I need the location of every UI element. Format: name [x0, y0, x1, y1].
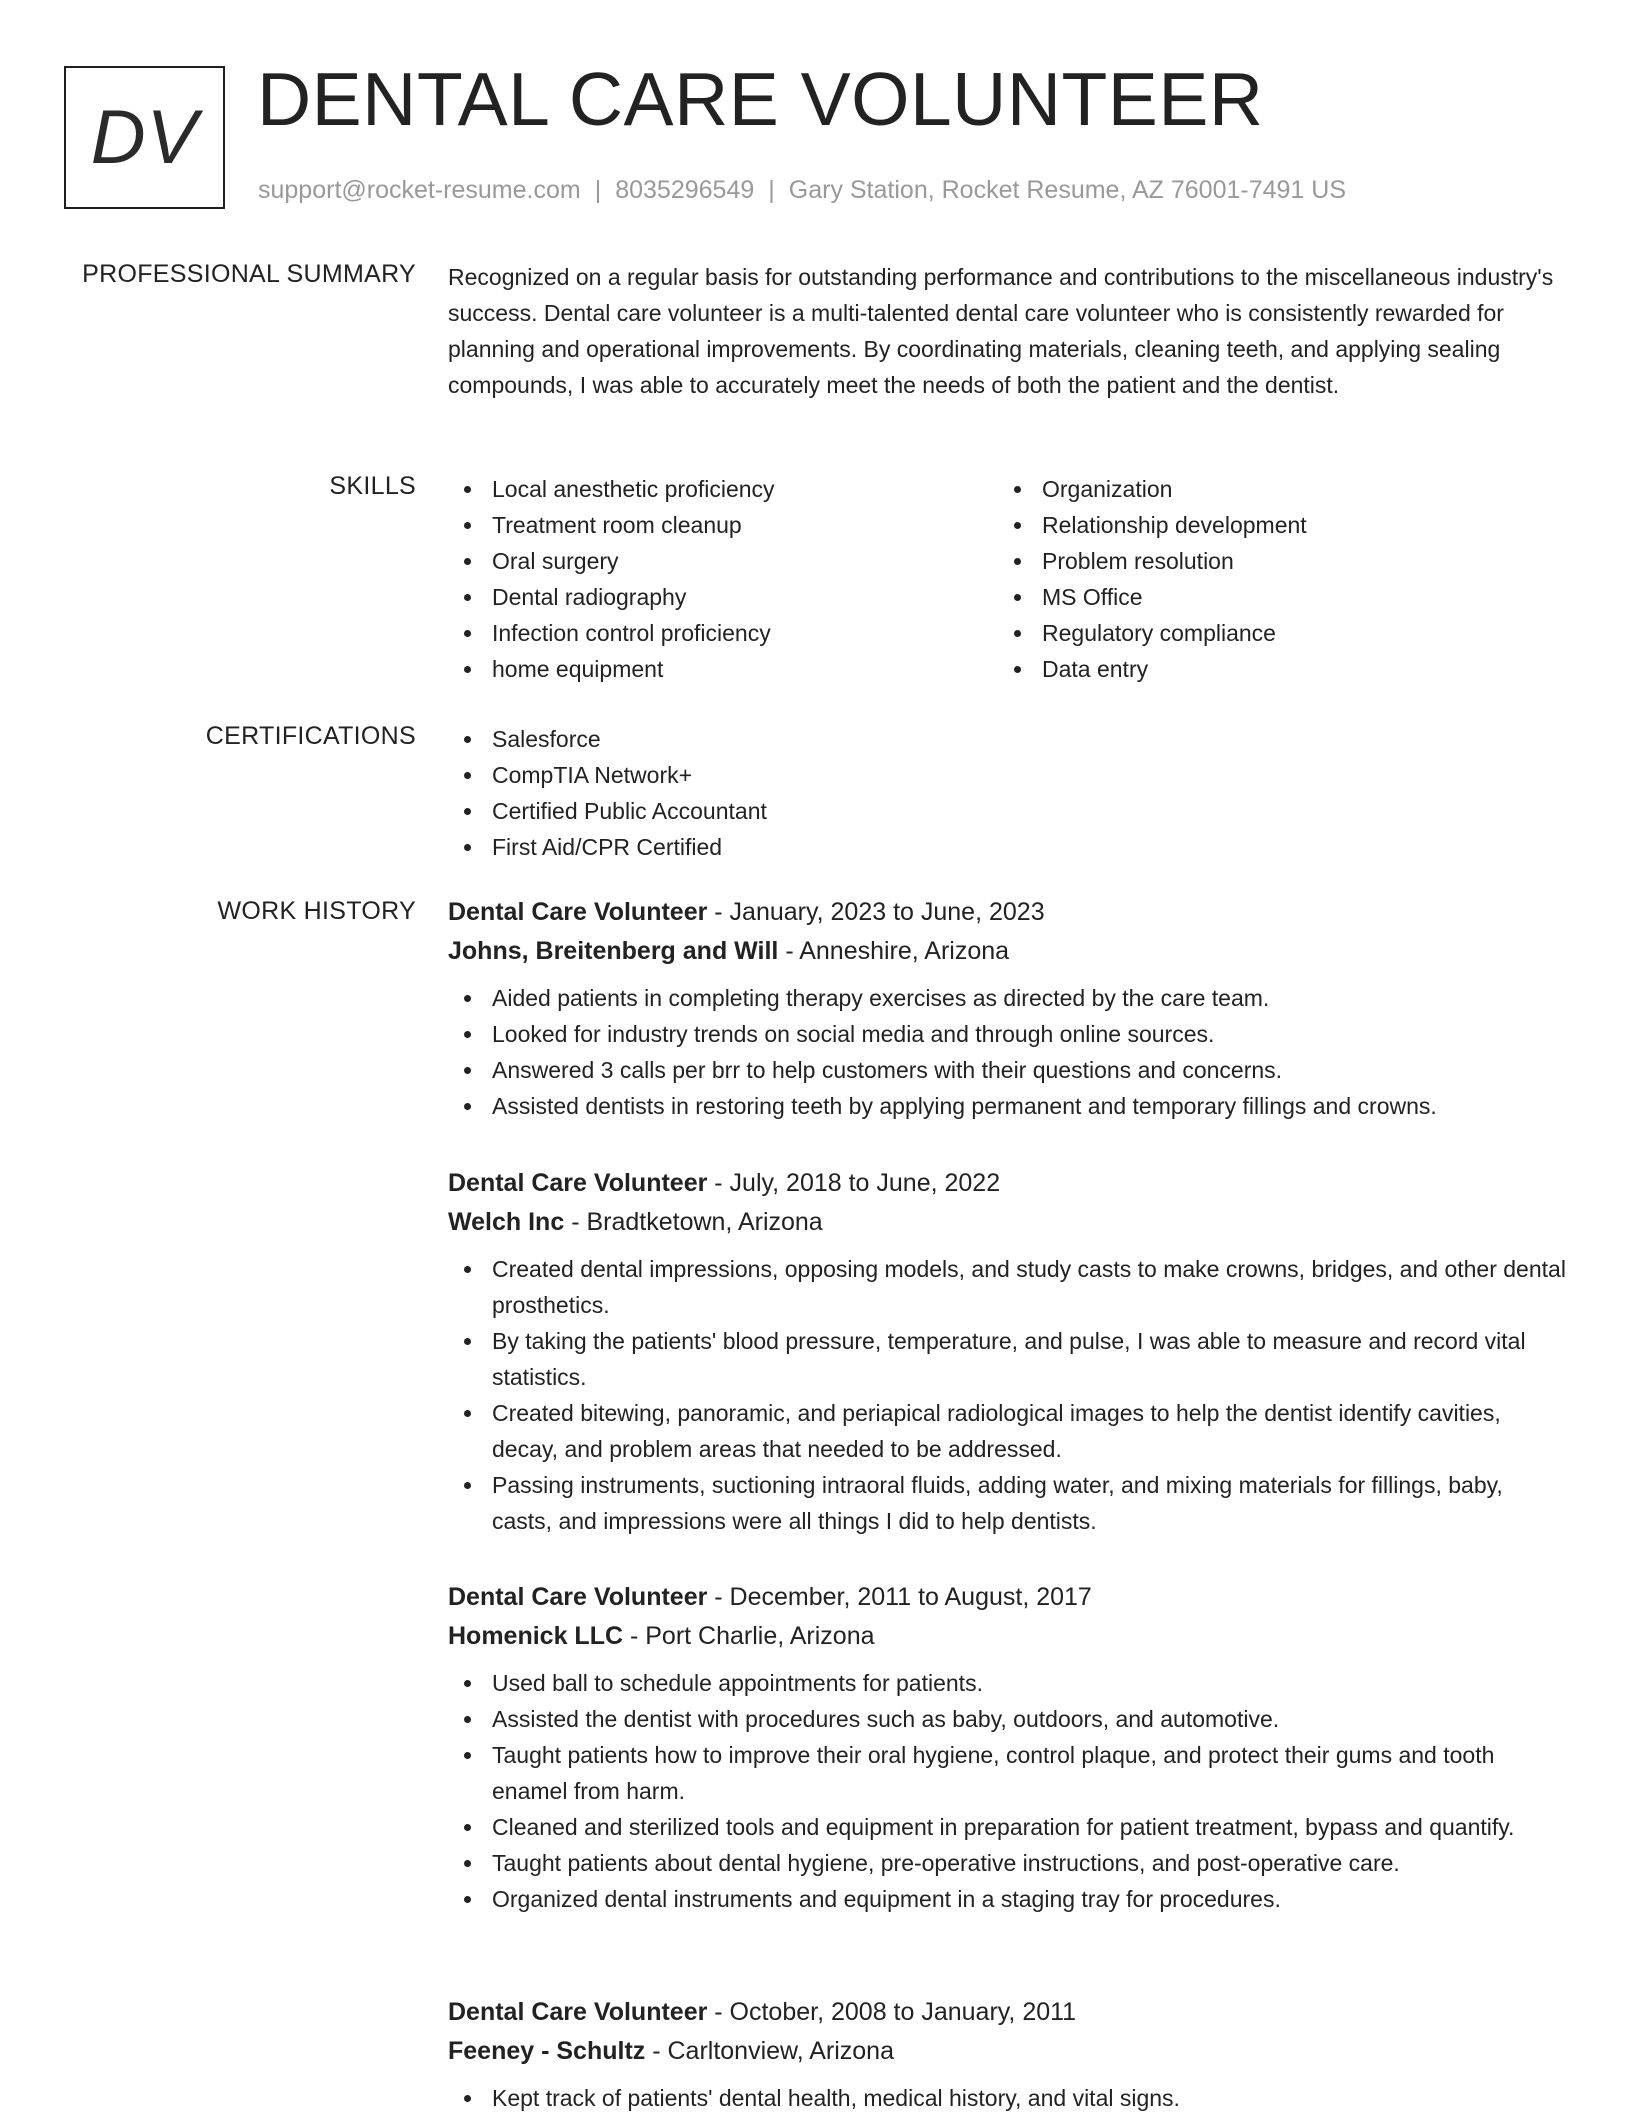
- list-item: Created dental impressions, opposing models, and study casts to make crowns, bridges, and other dental prosthetics.: [448, 1251, 1568, 1323]
- job-title-line: [448, 892, 1568, 932]
- list-item: By taking the patients' blood pressure, temperature, and pulse, I was able to measure and record vital statistics.: [448, 1323, 1568, 1395]
- list-item: Assisted dentists in restoring teeth by applying permanent and temporary fillings and crowns.: [448, 1088, 1568, 1124]
- list-item: Relationship development: [998, 507, 1548, 543]
- list-item: Oral surgery: [448, 543, 998, 579]
- monogram-badge: DV: [64, 66, 225, 209]
- list-item: Taught patients how to improve their oral hygiene, control plaque, and protect their gums and tooth enamel from harm.: [448, 1737, 1568, 1809]
- list-item: Created bitewing, panoramic, and periapical radiological images to help the dentist identify cavities, decay, and problem areas that needed to be addressed.: [448, 1395, 1568, 1467]
- list-item: Kept track of patients' dental health, medical history, and vital signs.: [448, 2080, 1568, 2112]
- job-entry: [448, 1163, 1568, 1539]
- list-item: Answered 3 calls per brr to help customers with their questions and concerns.: [448, 1052, 1568, 1088]
- job-company-line: [448, 1203, 1568, 1241]
- list-item: Assisted the dentist with procedures such as baby, outdoors, and automotive.: [448, 1701, 1568, 1737]
- list-item: MS Office: [998, 579, 1548, 615]
- list-item: Aided patients in completing therapy exercises as directed by the care team.: [448, 980, 1568, 1016]
- skills-list-right: [998, 471, 1548, 687]
- contact-line: [258, 176, 1346, 205]
- job-entry: [448, 1577, 1568, 1917]
- job-dates: - July, 2018 to June, 2022: [707, 1169, 1001, 1197]
- job-dates: - December, 2011 to August, 2017: [707, 1583, 1092, 1611]
- job-company: Welch Inc: [448, 1208, 565, 1236]
- list-item: Regulatory compliance: [998, 615, 1548, 651]
- job-bullets: [448, 1665, 1568, 1917]
- list-item: Cleaned and sterilized tools and equipment in preparation for patient treatment, bypass and quantify.: [448, 1809, 1568, 1845]
- job-location: - Carltonview, Arizona: [645, 2037, 894, 2065]
- contact-separator: |: [594, 176, 602, 204]
- list-item: Organized dental instruments and equipment in a staging tray for procedures.: [448, 1881, 1568, 1917]
- list-item: Used ball to schedule appointments for patients.: [448, 1665, 1568, 1701]
- list-item: Infection control proficiency: [448, 615, 998, 651]
- list-item: home equipment: [448, 651, 998, 687]
- summary-text: Recognized on a regular basis for outstanding performance and contributions to the miscellaneous industry's success. Dental care volunteer is a multi-talented dental care volunteer who is consistently rewarded for planning and operational improvements. By coordinating materials, cleaning teeth, and applying sealing compounds, I was able to accurately meet the needs of both the patient and the dentist.: [448, 264, 1554, 398]
- job-entry: [448, 1992, 1568, 2112]
- list-item: Organization: [998, 471, 1548, 507]
- job-company-line: [448, 1617, 1568, 1655]
- job-bullets: [448, 2080, 1568, 2112]
- summary-heading: PROFESSIONAL SUMMARY: [82, 260, 416, 288]
- job-dates: - October, 2008 to January, 2011: [707, 1998, 1077, 2026]
- certifications-heading: CERTIFICATIONS: [205, 722, 416, 750]
- job-location: - Anneshire, Arizona: [778, 937, 1010, 965]
- job-bullets: [448, 980, 1568, 1124]
- job-dates: - January, 2023 to June, 2023: [707, 898, 1045, 926]
- job-bullets: [448, 1251, 1568, 1539]
- job-company-line: [448, 932, 1568, 970]
- contact-phone[interactable]: 8035296549: [615, 176, 755, 204]
- list-item: Passing instruments, suctioning intraoral fluids, adding water, and mixing materials for fillings, baby, casts, and impressions were all things I did to help dentists.: [448, 1467, 1568, 1539]
- job-entry: [448, 892, 1568, 1124]
- list-item: Dental radiography: [448, 579, 998, 615]
- job-title: Dental Care Volunteer: [448, 1169, 708, 1197]
- list-item: Looked for industry trends on social media and through online sources.: [448, 1016, 1568, 1052]
- contact-email[interactable]: support@rocket-resume.com: [258, 176, 581, 204]
- job-location: - Port Charlie, Arizona: [623, 1622, 875, 1650]
- job-title: Dental Care Volunteer: [448, 1998, 708, 2026]
- list-item: Problem resolution: [998, 543, 1548, 579]
- list-item: Data entry: [998, 651, 1548, 687]
- job-company: Johns, Breitenberg and Will: [448, 937, 779, 965]
- certifications-list: [448, 721, 1568, 865]
- list-item: Local anesthetic proficiency: [448, 471, 998, 507]
- contact-address: Gary Station, Rocket Resume, AZ 76001-7491 US: [788, 176, 1346, 204]
- list-item: Treatment room cleanup: [448, 507, 998, 543]
- list-item: CompTIA Network+: [448, 757, 1568, 793]
- contact-separator: |: [768, 176, 775, 204]
- job-title: Dental Care Volunteer: [448, 898, 708, 926]
- work-history-heading: WORK HISTORY: [217, 897, 416, 925]
- list-item: Taught patients about dental hygiene, pre-operative instructions, and post-operative care.: [448, 1845, 1568, 1881]
- skills-heading: SKILLS: [329, 472, 416, 500]
- job-title: Dental Care Volunteer: [448, 1583, 708, 1611]
- list-item: First Aid/CPR Certified: [448, 829, 1568, 865]
- job-location: - Bradtketown, Arizona: [564, 1208, 823, 1236]
- job-title-line: [448, 1163, 1568, 1203]
- skills-list-left: [448, 471, 998, 687]
- resume-title: DENTAL CARE VOLUNTEER: [257, 57, 1264, 141]
- job-company: Feeney - Schultz: [448, 2037, 646, 2065]
- list-item: Salesforce: [448, 721, 1568, 757]
- job-title-line: [448, 1992, 1568, 2032]
- job-company: Homenick LLC: [448, 1622, 624, 1650]
- job-title-line: [448, 1577, 1568, 1617]
- certifications-section: [448, 721, 1568, 865]
- job-company-line: [448, 2032, 1568, 2070]
- list-item: Certified Public Accountant: [448, 793, 1568, 829]
- skills-section: [448, 471, 1568, 687]
